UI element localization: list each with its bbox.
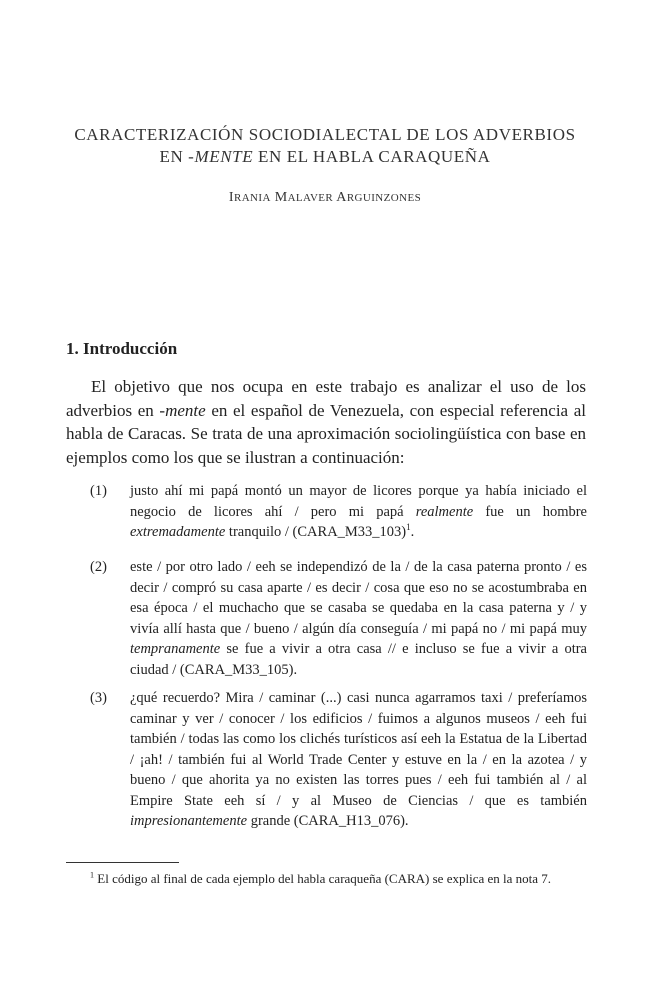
author-initial: M — [274, 190, 288, 205]
example-fragment: se fue a vivir a otra casa // e incluso se fue a vivir a otra ciudad / (CARA_M33_105). — [130, 641, 587, 678]
example-2 — [90, 557, 587, 680]
example-adverb: extremadamente — [130, 524, 226, 540]
footnote-text: El código al final de cada ejemplo del habla caraqueña (CARA) se explica en la nota 7. — [97, 871, 552, 886]
author-initial: A — [336, 190, 347, 205]
intro-text: en el español de Venezuela, con especial referencia al habla de Caracas. Se trata de una aproximación sociolingüística con base en ejemplos como los que se ilustran a continuación: — [66, 400, 586, 467]
example-number: (1) — [90, 483, 107, 499]
example-fragment: tranquilo / (CARA_M33_103) — [225, 524, 407, 540]
paper-title-line-1: CARACTERIZACIÓN SOCIODIALECTAL DE LOS ADVERBIOS — [74, 125, 576, 144]
example-fragment: grande (CARA_H13_076). — [247, 813, 409, 829]
intro-italic-term: -mente — [159, 400, 206, 420]
example-fragment: ¿qué recuerdo? Mira / caminar (...) casi nunca agarramos taxi / preferíamos caminar y ver / conocer / los edificios / fuimos a algunos museos / eeh fui también / todas las como los clichés turísticos así eeh la Estatua de la Libertad / ¡ah! / también fui al World Trade Center y estuve en la / en la azotea / y bueno / que ahorita ya no existen las torres pues / eeh fui también al / al Empire State eeh sí / y al Museo de Ciencias / que es también — [130, 690, 587, 809]
example-number: (3) — [90, 690, 107, 706]
example-fragment: fue un hombre — [473, 503, 587, 520]
intro-paragraph — [66, 375, 586, 469]
example-fragment: justo ahí mi papá montó un mayor de licores porque ya había iniciado el negocio de licores ahí / pero mi papá — [130, 483, 587, 520]
example-adverb: impresionantemente — [130, 813, 248, 829]
example-number: (2) — [90, 559, 107, 575]
example-adverb: tempranamente — [130, 641, 221, 657]
author-surname1-rest: ALAVER — [287, 192, 334, 204]
example-fragment: este / por otro lado / eeh se independizó de la / de la casa paterna pronto / es decir / compró su casa aparte / es decir / cosa que eso no se acostumbraba en esa época / el muchacho que se casaba se quedaba en la casa paterna y / y vivía allí hasta que / bueno / algún día conseguía / mi papá no / mi papá muy — [130, 559, 587, 637]
footnote-separator — [66, 862, 179, 863]
example-text — [130, 557, 587, 680]
paper-title — [60, 124, 590, 168]
footnote-reference[interactable]: 1 — [406, 522, 411, 533]
example-3 — [90, 688, 587, 832]
example-adverb: realmente — [415, 503, 474, 520]
example-text — [130, 481, 587, 543]
paper-title-prefix: EN - — [159, 147, 195, 166]
footnote — [90, 871, 551, 887]
example-1 — [90, 481, 587, 543]
example-fragment: . — [410, 524, 415, 540]
example-text — [130, 688, 587, 832]
author-surname2-rest: RGUINZONES — [346, 192, 422, 204]
paper-title-italic: MENTE — [194, 147, 254, 166]
footnote-marker: 1 — [90, 870, 95, 880]
author-initial: I — [228, 190, 234, 205]
author-first-name-rest: RANIA — [233, 192, 271, 204]
section-heading: 1. Introducción — [66, 339, 178, 358]
paper-title-line-2 — [60, 146, 590, 168]
author-name — [60, 190, 590, 206]
paper-title-suffix: EN EL HABLA CARAQUEÑA — [253, 147, 491, 166]
intro-text: El objetivo que nos ocupa en este trabajo es analizar el uso de los adverbios en — [66, 377, 586, 420]
